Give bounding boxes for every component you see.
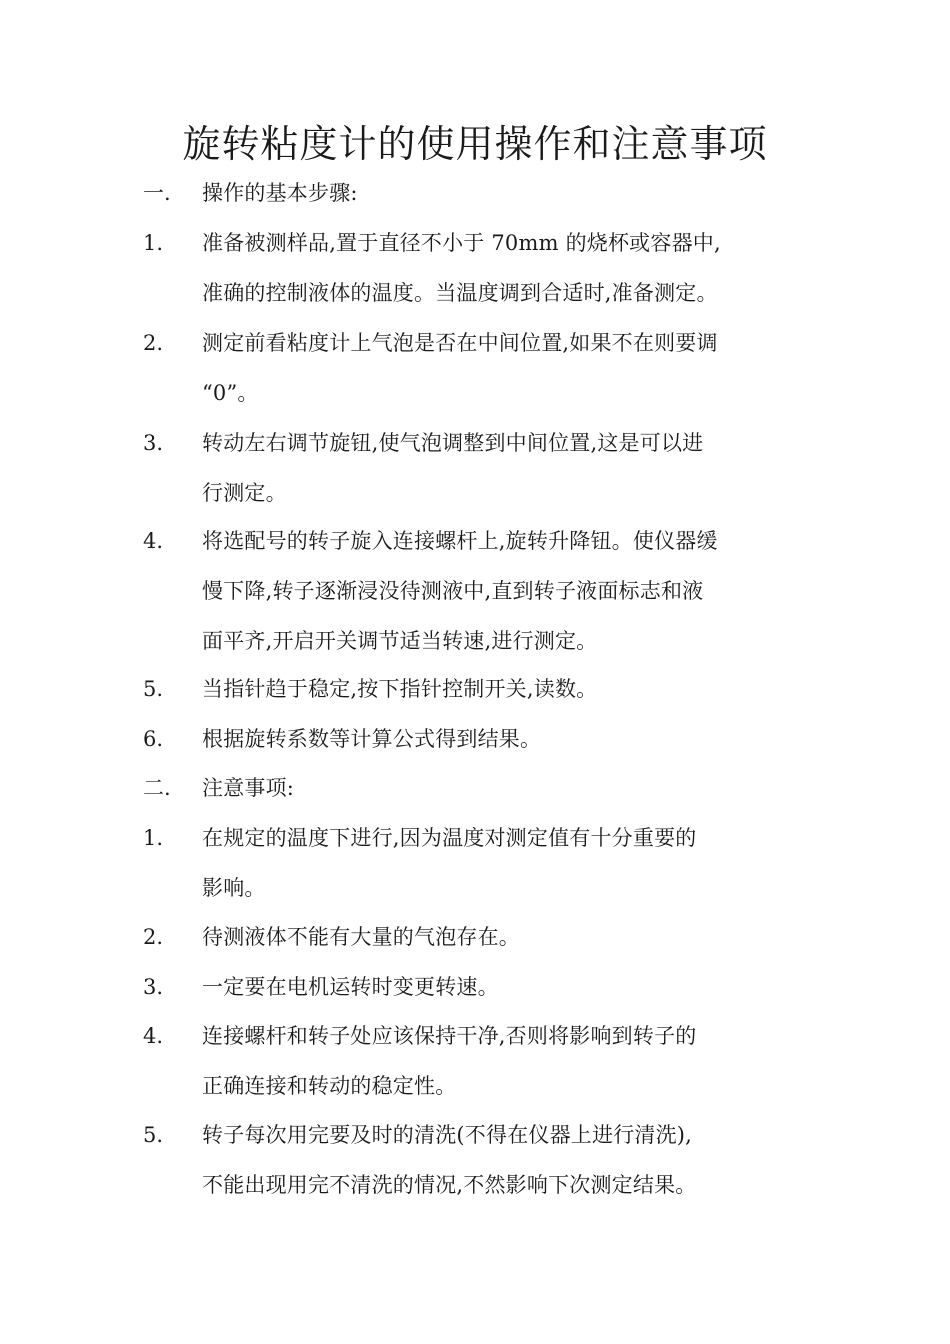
item-text-line: “0”。 bbox=[202, 381, 259, 405]
item-text bbox=[202, 318, 812, 418]
item-text bbox=[202, 516, 812, 666]
item-text-line: 转动左右调节旋钮,使气泡调整到中间位置,这是可以进 bbox=[202, 431, 704, 455]
item-text-line: 连接螺杆和转子处应该保持干净,否则将影响到转子的 bbox=[202, 1024, 697, 1048]
section-1-item-1 bbox=[0, 218, 950, 318]
item-number: 4. bbox=[143, 529, 164, 553]
section-1-item-3 bbox=[0, 418, 950, 518]
item-text-line: 在规定的温度下进行,因为温度对测定值有十分重要的 bbox=[202, 826, 697, 850]
section-2-item-4 bbox=[0, 1011, 950, 1111]
item-text-line: 不能出现用完不清洗的情况,不然影响下次测定结果。 bbox=[202, 1173, 697, 1197]
item-text-line: 影响。 bbox=[202, 876, 266, 900]
item-text-line: 转子每次用完要及时的清洗(不得在仪器上进行清洗), bbox=[202, 1123, 693, 1147]
item-text: 根据旋转系数等计算公式得到结果。 bbox=[202, 727, 542, 751]
section-2-heading-row bbox=[0, 763, 950, 813]
section-2-marker: 二. bbox=[143, 776, 171, 800]
item-text-line: 准备被测样品,置于直径不小于 70mm 的烧杯或容器中, bbox=[202, 231, 721, 255]
item-number: 4. bbox=[143, 1024, 164, 1048]
document-title: 旋转粘度计的使用操作和注意事项 bbox=[182, 122, 768, 166]
item-text bbox=[202, 813, 812, 913]
item-text bbox=[202, 1011, 812, 1111]
section-2-item-3 bbox=[0, 962, 950, 1012]
item-text-line: 正确连接和转动的稳定性。 bbox=[202, 1074, 457, 1098]
item-text-line: 面平齐,开启开关调节适当转速,进行测定。 bbox=[202, 629, 598, 653]
item-number: 3. bbox=[143, 975, 164, 999]
section-1-heading: 操作的基本步骤: bbox=[202, 181, 358, 205]
item-text bbox=[202, 218, 812, 318]
item-number: 5. bbox=[143, 1123, 164, 1147]
section-2-item-2 bbox=[0, 912, 950, 962]
item-text: 待测液体不能有大量的气泡存在。 bbox=[202, 925, 520, 949]
section-2-heading: 注意事项: bbox=[202, 776, 295, 800]
item-text: 当指针趋于稳定,按下指针控制开关,读数。 bbox=[202, 677, 598, 701]
item-text-line: 行测定。 bbox=[202, 481, 287, 505]
section-1-item-2 bbox=[0, 318, 950, 418]
item-text-line: 准确的控制液体的温度。当温度调到合适时,准备测定。 bbox=[202, 281, 718, 305]
item-text bbox=[202, 1110, 812, 1210]
section-1-marker: 一. bbox=[143, 181, 171, 205]
item-number: 2. bbox=[143, 925, 164, 949]
item-text-line: 将选配号的转子旋入连接螺杆上,旋转升降钮。使仪器缓 bbox=[202, 529, 718, 553]
item-number: 1. bbox=[143, 826, 164, 850]
section-1-item-5 bbox=[0, 664, 950, 714]
item-number: 2. bbox=[143, 331, 164, 355]
item-text bbox=[202, 418, 812, 518]
item-number: 5. bbox=[143, 677, 164, 701]
section-1-heading-row bbox=[0, 168, 950, 218]
item-text: 一定要在电机运转时变更转速。 bbox=[202, 975, 499, 999]
item-number: 3. bbox=[143, 431, 164, 455]
item-text-line: 慢下降,转子逐渐浸没待测液中,直到转子液面标志和液 bbox=[202, 579, 704, 603]
item-number: 6. bbox=[143, 727, 164, 751]
section-1-item-4 bbox=[0, 516, 950, 666]
section-1-item-6 bbox=[0, 714, 950, 764]
item-text-line: 测定前看粘度计上气泡是否在中间位置,如果不在则要调 bbox=[202, 331, 718, 355]
item-number: 1. bbox=[143, 231, 164, 255]
section-2-item-5 bbox=[0, 1110, 950, 1210]
section-2-item-1 bbox=[0, 813, 950, 913]
